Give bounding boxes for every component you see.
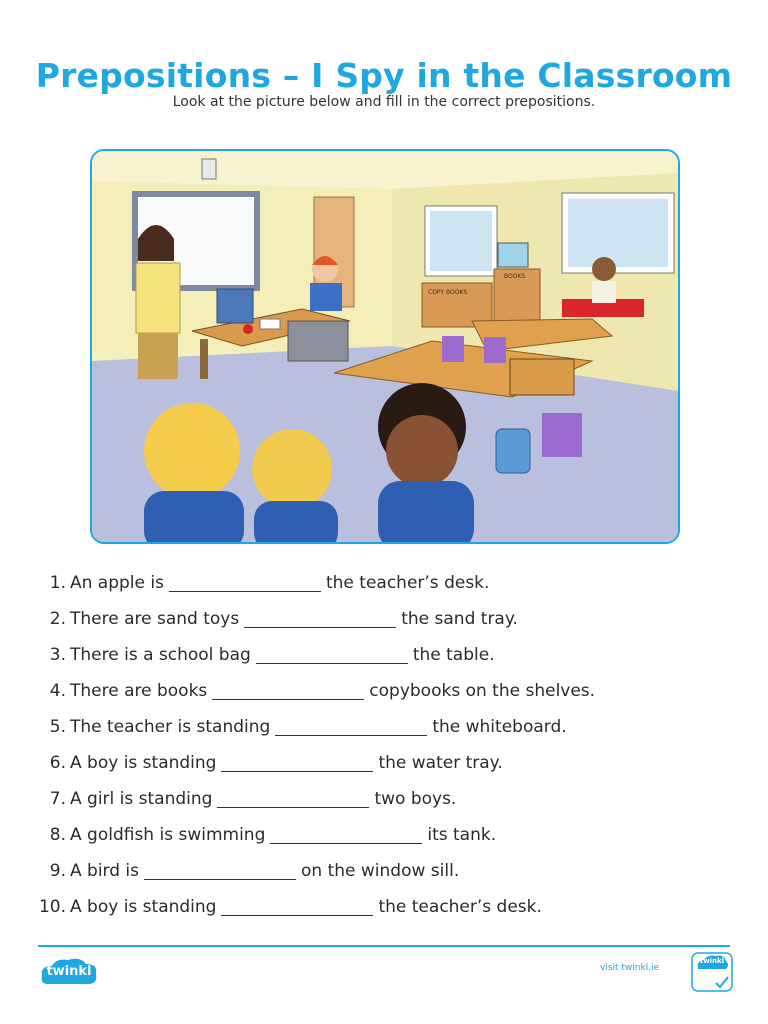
question-item	[30, 712, 750, 748]
question-item	[30, 676, 750, 712]
question-text-after: on the window sill.	[301, 861, 460, 881]
answer-blank[interactable]	[169, 573, 321, 592]
question-text-after: the teacher’s desk.	[325, 573, 490, 593]
books-label: BOOKS	[504, 273, 526, 280]
question-item	[30, 568, 750, 604]
question-item	[30, 820, 750, 856]
instructions: Look at the picture below and fill in the correct prepositions.	[172, 94, 596, 110]
question-number: 2.	[49, 609, 66, 629]
question-text-before: An apple is	[70, 573, 164, 593]
question-list	[30, 568, 750, 928]
visit-link[interactable]: visit twinkl.ie	[600, 963, 660, 973]
question-item	[30, 748, 750, 784]
question-number: 8.	[49, 825, 66, 845]
question-item	[30, 892, 750, 928]
question-text-after: two boys.	[374, 789, 457, 809]
answer-blank[interactable]	[270, 825, 422, 844]
question-number: 1.	[49, 573, 66, 593]
question-text-before: A boy is standing	[70, 753, 217, 773]
answer-blank[interactable]	[256, 645, 408, 664]
question-text-before: A girl is standing	[70, 789, 213, 809]
question-text-before: There is a school bag	[70, 645, 251, 665]
classroom-illustration	[90, 149, 680, 544]
question-text-after: the table.	[412, 645, 495, 665]
question-text-before: A goldfish is swimming	[70, 825, 266, 845]
question-text-after: the whiteboard.	[432, 717, 567, 737]
question-text-after: the teacher’s desk.	[378, 897, 542, 917]
question-number: 5.	[49, 717, 66, 737]
question-number: 6.	[49, 753, 66, 773]
answer-blank[interactable]	[244, 609, 396, 628]
question-text-before: There are sand toys	[70, 609, 240, 629]
question-text-after: its tank.	[427, 825, 497, 845]
question-text-before: A bird is	[70, 861, 140, 881]
question-item	[30, 784, 750, 820]
question-number: 9.	[49, 861, 66, 881]
question-number: 7.	[49, 789, 66, 809]
footer-divider	[38, 945, 730, 947]
question-number: 10.	[38, 897, 66, 917]
logo-text: twinkl	[46, 964, 92, 979]
question-text-after: the water tray.	[378, 753, 503, 773]
question-number: 3.	[49, 645, 66, 665]
copy-books-label: COPY BOOKS	[428, 289, 468, 296]
question-text-before: There are books	[70, 681, 208, 701]
answer-blank[interactable]	[221, 753, 373, 772]
twinkl-logo[interactable]	[40, 956, 98, 990]
question-item	[30, 856, 750, 892]
question-text-before: The teacher is standing	[70, 717, 271, 737]
question-item	[30, 640, 750, 676]
quality-badge-icon	[690, 951, 734, 993]
answer-blank[interactable]	[275, 717, 427, 736]
answer-blank[interactable]	[212, 681, 364, 700]
answer-blank[interactable]	[144, 861, 296, 880]
page-title: Prepositions – I Spy in the Classroom	[35, 56, 733, 96]
question-number: 4.	[49, 681, 66, 701]
answer-blank[interactable]	[221, 897, 373, 916]
question-text-after: the sand tray.	[401, 609, 518, 629]
badge-text: twinkl	[699, 957, 725, 965]
answer-blank[interactable]	[217, 789, 369, 808]
question-text-before: A boy is standing	[70, 897, 217, 917]
question-item	[30, 604, 750, 640]
question-text-after: copybooks on the shelves.	[369, 681, 596, 701]
